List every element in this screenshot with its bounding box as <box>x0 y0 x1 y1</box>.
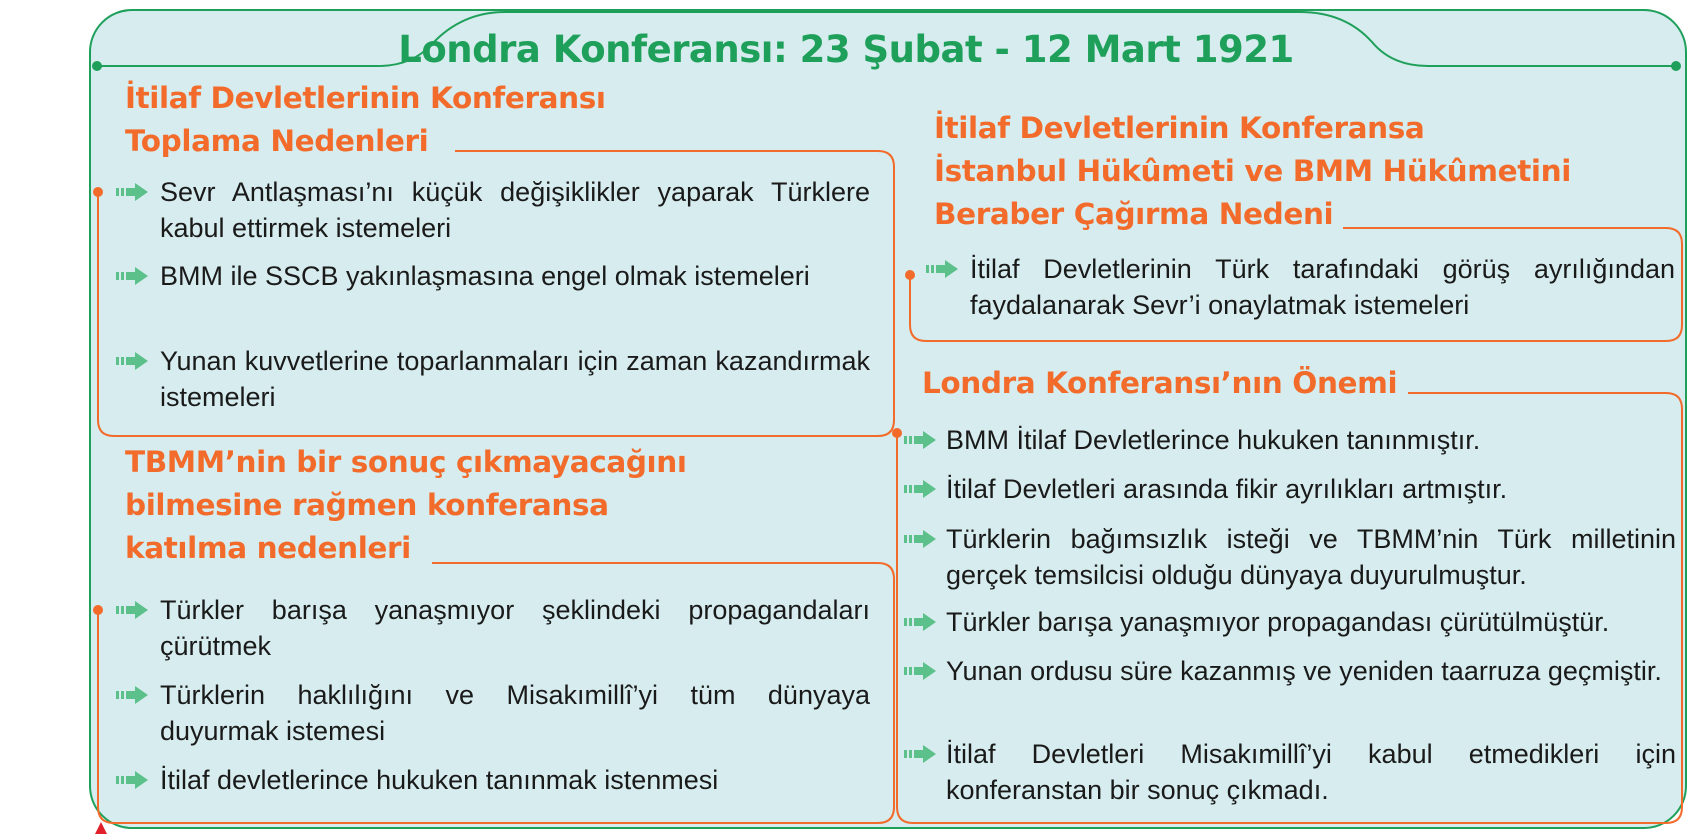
heading-line: İtilaf Devletlerinin Konferansa <box>934 111 1425 145</box>
green-arrow-icon <box>116 600 150 620</box>
list-item: İtilaf Devletleri Misakımillî’yi kabul etmedikleri için konferanstan bir sonuç çıkmadı. <box>946 736 1676 808</box>
list-item: İtilaf devletlerince hukuken tanınmak istenmesi <box>160 762 870 798</box>
list-item: Türklerin bağımsızlık isteği ve TBMM’nin Türk milletinin gerçek temsilcisi olduğu dünyaya duyurulmuştur. <box>946 521 1676 593</box>
heading-line: bilmesine rağmen konferansa <box>125 488 609 522</box>
heading-line: İtilaf Devletlerinin Konferansı <box>125 81 606 115</box>
heading-line: TBMM’nin bir sonuç çıkmayacağını <box>125 445 687 479</box>
importance-heading <box>922 362 1397 405</box>
invite-heading <box>934 107 1571 236</box>
green-arrow-icon <box>904 661 938 681</box>
list-item: Türklerin haklılığını ve Misakımillî’yi tüm dünyaya duyurmak istemesi <box>160 677 870 749</box>
list-item: BMM İtilaf Devletlerince hukuken tanınmıştır. <box>946 422 1676 458</box>
list-item: İtilaf Devletlerinin Türk tarafındaki görüş ayrılığından faydalanarak Sevr’i onaylatmak istemeleri <box>970 251 1675 323</box>
green-arrow-icon <box>116 685 150 705</box>
green-arrow-icon <box>926 259 960 279</box>
list-item: Sevr Antlaşması’nı küçük değişiklikler yaparak Türklere kabul ettirmek istemeleri <box>160 174 870 246</box>
list-item: İtilaf Devletleri arasında fikir ayrılıkları artmıştır. <box>946 471 1676 507</box>
list-item: Yunan kuvvetlerine toparlanmaları için zaman kazandırmak istemeleri <box>160 343 870 415</box>
page-title: Londra Konferansı: 23 Şubat - 12 Mart 1921 <box>398 28 1294 71</box>
tbmm-heading <box>125 441 687 570</box>
green-arrow-icon <box>116 182 150 202</box>
green-arrow-icon <box>116 266 150 286</box>
green-arrow-icon <box>904 744 938 764</box>
green-arrow-icon <box>904 529 938 549</box>
green-arrow-icon <box>904 479 938 499</box>
list-item: Türkler barışa yanaşmıyor propagandası çürütülmüştür. <box>946 604 1676 640</box>
list-item: Yunan ordusu süre kazanmış ve yeniden taarruza geçmiştir. <box>946 653 1676 689</box>
green-arrow-icon <box>904 612 938 632</box>
heading-line: Londra Konferansı’nın Önemi <box>922 366 1398 400</box>
heading-line: katılma nedenleri <box>125 531 411 565</box>
list-item: BMM ile SSCB yakınlaşmasına engel olmak istemeleri <box>160 258 870 294</box>
heading-line: Beraber Çağırma Nedeni <box>934 197 1334 231</box>
green-arrow-icon <box>116 770 150 790</box>
green-arrow-icon <box>904 430 938 450</box>
green-arrow-icon <box>116 351 150 371</box>
heading-line: Toplama Nedenleri <box>125 124 429 158</box>
reasons-heading <box>125 77 606 163</box>
list-item: Türkler barışa yanaşmıyor şeklindeki propagandaları çürütmek <box>160 592 870 664</box>
heading-line: İstanbul Hükûmeti ve BMM Hükûmetini <box>934 154 1571 188</box>
